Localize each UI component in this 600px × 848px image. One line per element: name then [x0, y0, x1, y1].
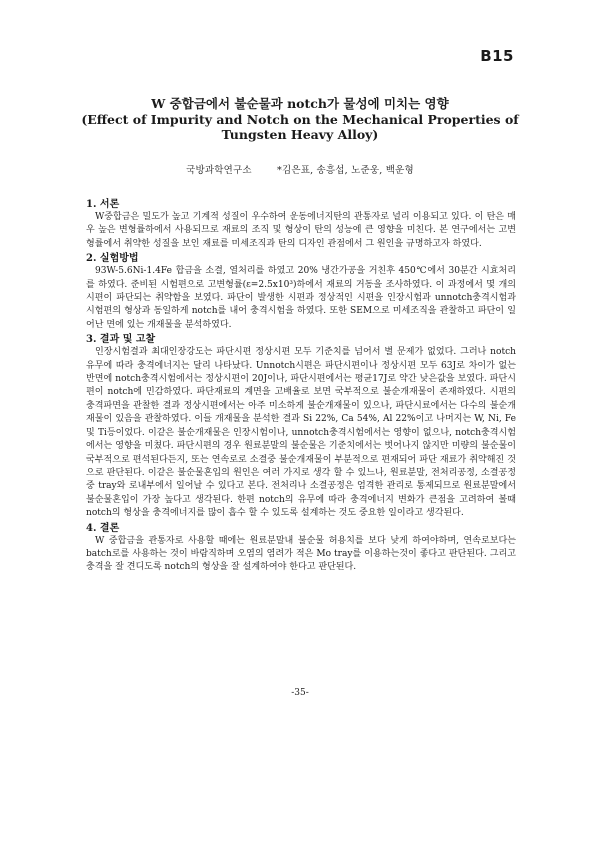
section-text: 인장시험결과 최대인장강도는 파단시편 정상시편 모두 기준치를 넘어서 별 문제가 없었다. 그러나 notch 유무에 따라 충격에너지는 달리 나타났다. Unnotch시편은 파단시편이나 정상시편 모두 63J로 차이가 없는 반면에 notch충격시험에서는 정상시편이 20J이나, 파단시편에서는 평균17J로 약간 낮은값을 보였다. 파단시편이 notch에 민감하였다. 파단재료의 계면을 고배율로 보면 국부적으로 불순개재물이 존재하였다. 시편의 충격파면을 관찰한 결과 정상시편에서는 아주 미소하게 불순개재물이 있으나, 파단시료에서는 다수의 불순개재물이 있음을 관찰하였다. 이들 개재물을 분석한 결과 Si 22%, Ca 54%, Al 22%이고 나머지는 W, Ni, Fe 및 Ti등이었다. 이같은 불순개재물은 인장시험이나, unnotch충격시험에서는 영향이 없으나, notch충격시험에서는 영향을 미쳤다. 파단시편의 경우 원료분말의 불순물은 기준치에서는 벗어나지 않지만 미량의 불순물이 국부적으로 편석된다든지, 또는 연속로로 소결중 불순개재물이 부분적으로 편재되어 파단 재료가 취약해진 것으로 판단된다. 이같은 불순물혼입의 원인은 여러 가지로 생각 할 수 있느나, 원료분말, 전처리공정, 소결공정중 tray와 로내부에서 일어날 수 있다고 본다. 전처리나 소결공정은 엄격한 관리로 통제되므로 원료분말에서 불순물혼입이 가장 높다고 생각된다. 한편 notch의 유무에 따라 충격에너지 변화가 큰점을 고려하여 볼때 notch의 형상을 충격에너지를 많이 흡수 할 수 있도록 설계하는 것도 중요한 일이라고 생각된다.	[86, 347, 516, 519]
section-heading: 3. 결과 및 고찰	[86, 334, 156, 346]
page-number: -35-	[291, 688, 309, 698]
section-results	[86, 333, 516, 520]
author-line	[80, 162, 520, 176]
section-heading: 4. 결론	[86, 522, 120, 534]
section-heading: 2. 실험방법	[86, 253, 139, 265]
section-introduction	[86, 198, 516, 251]
section-heading: 1. 서론	[86, 199, 120, 210]
section-text: 93W-5.6Ni-1.4Fe 합금을 소결, 열처리를 하였고 20% 냉간가공을 거친후 450℃에서 30분간 시효처리를 하였다. 준비된 시험편으로 고변형률(ε=2.5x10³)하에서 재료의 거동을 조사하였다. 이 과정에서 몇 개의 시편이 파단되는 취약함을 보였다. 파단이 발생한 시편과 정상적인 시편을 인장시험과 unnotch충격시험과 시험편의 형상과 동일하게 notch를 내어 충격시험을 하였다. 또한 SEM으로 미세조직을 관찰하고 파단이 일어난 면에 있는 개재물을 분석하였다.	[86, 266, 516, 330]
title-block	[80, 96, 520, 142]
paper-body	[86, 197, 516, 575]
section-conclusion	[86, 522, 516, 575]
author-names: *김은표, 송흥섭, 노준웅, 백운형	[277, 165, 414, 176]
affiliation: 국방과학연구소	[186, 165, 252, 176]
section-methods	[86, 252, 516, 332]
english-title-line1: (Effect of Impurity and Notch on the Mechanical Properties of	[81, 112, 519, 127]
section-text: W중합금은 밀도가 높고 기계적 성질이 우수하여 운동에너지탄의 관통자로 널리 이용되고 있다. 이 탄은 매우 높은 변형률하에서 사용되므로 재료의 조직 및 형상이 탄의 성능에 큰 영향을 미친다. 본 연구에서는 고변형률에서 취약한 성질을 보인 재료를 미세조직과 탄의 디자인 관점에서 그 원인을 규명하고자 하였다.	[86, 212, 516, 249]
paper-code: B15	[480, 47, 514, 65]
english-title-line2: Tungsten Heavy Alloy)	[221, 127, 379, 142]
korean-title: W 중합금에서 불순물과 notch가 물성에 미치는 영향	[151, 96, 449, 111]
section-text: W 중합금을 관통자로 사용할 때에는 원료분말내 불순물 허용치를 보다 낮게 하여야하며, 연속로보다는 batch로를 사용하는 것이 바람직하며 오염의 염려가 적은 Mo tray를 이용하는것이 좋다고 판단된다. 그리고 충격을 잘 견디도록 notch의 형상을 잘 설계하여야 한다고 판단된다.	[86, 535, 516, 573]
